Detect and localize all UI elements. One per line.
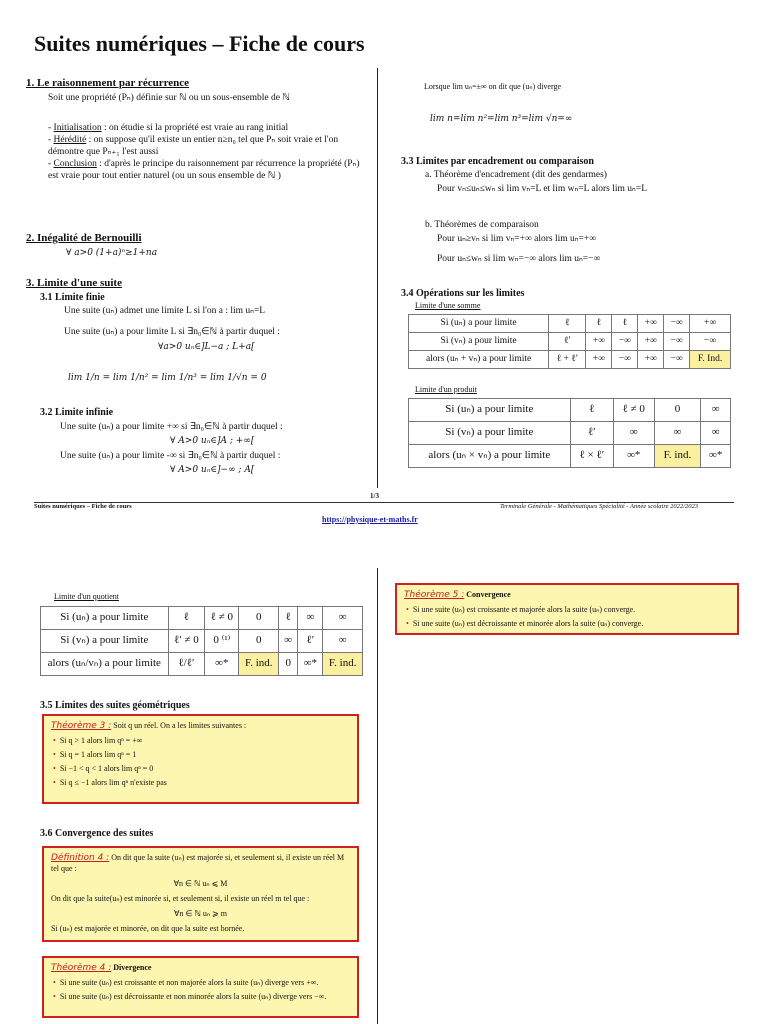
quotient-table-cell: alors (uₙ/vₙ) a pour limite [41, 653, 169, 676]
sum-table-cell: ℓ + ℓ′ [549, 351, 586, 369]
diverge-text: Lorsque lim uₙ=±∞ on dit que (uₙ) diverge [424, 82, 562, 91]
footer-left: Suites numériques – Fiche de cours [34, 503, 132, 510]
sum-table-cell: +∞ [638, 333, 664, 351]
definition-4-line1: On dit que la suite (uₙ) est majorée si, et seulement si, il existe un réel M tel que : [51, 853, 345, 874]
product-table-cell: ∞ [701, 399, 731, 422]
section-3-heading: 3. Limite d'une suite [26, 277, 122, 289]
plus-inf-formula: ∀ A>0 uₙ∈]A ; +∞[ [170, 436, 255, 446]
initialisation-line: - Initialisation : on étudie si la propriété est vraie au rang initial [48, 123, 289, 133]
quotient-table-row [41, 653, 363, 676]
quotient-table-cell: 0 [279, 653, 298, 676]
sum-table-cell: +∞ [586, 351, 612, 369]
section-34-heading: 3.4 Opérations sur les limites [401, 288, 525, 299]
quotient-table-cell: ℓ [279, 607, 298, 630]
theorem-4-title: Théorème 4 : [51, 963, 112, 973]
conclusion-line: - Conclusion : d'après le principe du raisonnement par récurrence la propriété (Pₙ) est vraie pour tout entier naturel (ou un sous ensemble de ℕ ) [48, 158, 360, 181]
product-table-cell: 0 [654, 399, 701, 422]
sum-table-cell: ℓ [612, 315, 638, 333]
theorem-5-name: Convergence [466, 590, 511, 599]
quotient-table-cell: 0 [239, 607, 279, 630]
product-table-cell: ℓ ≠ 0 [613, 399, 654, 422]
quotient-table-row [41, 630, 363, 653]
finite-limit-formula: ∀a>0 uₙ∈]L−a ; L+a[ [158, 342, 255, 352]
sum-table-cell: F. Ind. [690, 351, 731, 369]
theorem-3-item: • Si −1 < q < 1 alors lim qⁿ = 0 [53, 764, 350, 774]
quotient-table-cell: ∞ [323, 630, 363, 653]
comparison-heading: b. Théorèmes de comparaison [425, 220, 539, 230]
definition-4-box [42, 846, 359, 942]
infinite-limits: lim n=lim n²=lim n³=lim √n=∞ [430, 114, 573, 124]
theorem-4-box [42, 956, 359, 1018]
product-table-cell: ℓ × ℓ′ [570, 445, 613, 468]
quotient-table-cell: 0 [239, 630, 279, 653]
sum-table-row [409, 315, 731, 333]
sum-table-cell: −∞ [612, 351, 638, 369]
sum-table-cell: Si (vₙ) a pour limite [409, 333, 549, 351]
quotient-table-cell: F. ind. [323, 653, 363, 676]
sum-table-cell: −∞ [664, 315, 690, 333]
definition-4-formula1: ∀n ∈ ℕ uₙ ⩽ M [173, 879, 228, 889]
sum-table-row [409, 351, 731, 369]
sum-table-cell: alors (uₙ + vₙ) a pour limite [409, 351, 549, 369]
comparison-formula-1: Pour uₙ≥vₙ si lim vₙ=+∞ alors lim uₙ=+∞ [437, 234, 597, 244]
heredite-line: - Hérédité : on suppose qu'il existe un entier n≥n₀ tel que Pₙ soit vraie et l'on démontre que Pₙ₊₁ l'est aussi [48, 134, 339, 157]
bernouilli-formula: ∀ a>0 (1+a)ⁿ≥1+na [66, 248, 158, 258]
theorem-5-title: Théorème 5 : [404, 590, 465, 600]
definition-4-title: Définition 4 : [51, 853, 110, 863]
product-table-cell: ∞ [613, 422, 654, 445]
section-35-heading: 3.5 Limites des suites géométriques [40, 700, 190, 711]
product-table-cell: ∞ [654, 422, 701, 445]
theorem-4-name: Divergence [113, 963, 152, 972]
sum-table-cell: −∞ [664, 333, 690, 351]
minus-inf-def: Une suite (uₙ) a pour limite -∞ si ∃n₀∈ℕ à partir duquel : [60, 451, 281, 461]
sum-table-cell: +∞ [690, 315, 731, 333]
quotient-table-cell: ∞ [298, 607, 323, 630]
section-1-body [48, 123, 368, 182]
theorem-4-item: • Si une suite (uₙ) est croissante et non majorée alors la suite (uₙ) diverge vers +∞. [53, 978, 350, 988]
sum-table-row [409, 333, 731, 351]
definition-4-line3: Si (uₙ) est majorée et minorée, on dit que la suite est bornée. [51, 924, 245, 934]
product-table [408, 398, 731, 468]
sum-table-cell: +∞ [586, 333, 612, 351]
sum-table-cell: +∞ [638, 315, 664, 333]
page-title: Suites numériques – Fiche de cours [34, 31, 365, 56]
gendarmes-heading: a. Théorème d'encadrement (dit des gendarmes) [425, 170, 607, 180]
product-table-cell: Si (vₙ) a pour limite [409, 422, 571, 445]
theorem-3-item: • Si q = 1 alors lim qⁿ = 1 [53, 750, 350, 760]
theorem-5-item: • Si une suite (uₙ) est décroissante et minorée alors la suite (uₙ) converge. [406, 619, 730, 629]
sum-table-cell: ℓ [586, 315, 612, 333]
quotient-table-cell: ℓ ≠ 0 [205, 607, 239, 630]
sum-table-cell: −∞ [664, 351, 690, 369]
column-divider-2 [377, 568, 378, 1024]
quotient-table-cell: ∞* [205, 653, 239, 676]
sum-table-cell: ℓ [549, 315, 586, 333]
theorem-5-item: • Si une suite (uₙ) est croissante et majorée alors la suite (uₙ) converge. [406, 605, 730, 615]
sum-table-cell: ℓ′ [549, 333, 586, 351]
quotient-table-cell: ℓ/ℓ′ [168, 653, 205, 676]
product-table-cell: ∞* [613, 445, 654, 468]
quotient-table-cell: 0 ⁽¹⁾ [205, 630, 239, 653]
product-table-cell: F. ind. [654, 445, 701, 468]
quotient-table-cell: ∞ [279, 630, 298, 653]
quotient-table-cell: F. ind. [239, 653, 279, 676]
sum-table [408, 314, 731, 369]
product-table-cell: Si (uₙ) a pour limite [409, 399, 571, 422]
footer-right: Terminale Générale - Mathématiques Spécialité - Année scolaire 2022/2023 [500, 503, 698, 510]
reference-limits: lim 1/n = lim 1/n² = lim 1/n³ = lim 1/√n = 0 [68, 373, 267, 383]
product-table-title: Limite d'un produit [415, 385, 477, 394]
product-table-cell: ∞ [701, 422, 731, 445]
definition-4-line2: On dit que la suite(uₙ) est minorée si, et seulement si, il existe un réel m tel que : [51, 894, 310, 904]
quotient-table-cell: ∞ [323, 607, 363, 630]
section-33-heading: 3.3 Limites par encadrement ou comparaison [401, 156, 594, 167]
section-31-heading: 3.1 Limite finie [40, 292, 105, 303]
sum-table-cell: +∞ [638, 351, 664, 369]
finite-limit-def2: Une suite (uₙ) a pour limite L si ∃n₀∈ℕ à partir duquel : [64, 327, 280, 337]
quotient-table-cell: ∞* [298, 653, 323, 676]
product-table-row [409, 422, 731, 445]
plus-inf-def: Une suite (uₙ) a pour limite +∞ si ∃n₀∈ℕ à partir duquel : [60, 422, 283, 432]
theorem-3-list [51, 736, 350, 788]
theorem-4-item: • Si une suite (uₙ) est décroissante et non minorée alors la suite (uₙ) diverge vers −∞. [53, 992, 350, 1002]
theorem-3-item: • Si q > 1 alors lim qⁿ = +∞ [53, 736, 350, 746]
sum-table-cell: Si (uₙ) a pour limite [409, 315, 549, 333]
quotient-table [40, 606, 363, 676]
product-table-row [409, 445, 731, 468]
section-1-intro: Soit une propriété (Pₙ) définie sur ℕ ou un sous-ensemble de ℕ [48, 93, 290, 103]
page-number: 1/3 [370, 492, 379, 500]
column-divider [377, 68, 378, 488]
product-table-cell: alors (uₙ × vₙ) a pour limite [409, 445, 571, 468]
theorem-5-box [395, 583, 739, 635]
sum-table-cell: −∞ [690, 333, 731, 351]
section-32-heading: 3.2 Limite infinie [40, 407, 114, 418]
theorem-3-box [42, 714, 359, 804]
section-2-heading: 2. Inégalité de Bernouilli [26, 232, 142, 244]
sum-table-cell: −∞ [612, 333, 638, 351]
product-table-cell: ∞* [701, 445, 731, 468]
quotient-table-cell: ℓ′ ≠ 0 [168, 630, 205, 653]
quotient-table-cell: ℓ′ [298, 630, 323, 653]
theorem-5-list [404, 605, 730, 629]
theorem-3-intro: Soit q un réel. On a les limites suivantes : [113, 721, 247, 730]
quotient-table-title: Limite d'un quotient [54, 592, 119, 601]
theorem-4-list [51, 978, 350, 1002]
quotient-table-cell: Si (uₙ) a pour limite [41, 607, 169, 630]
sum-table-title: Limite d'une somme [415, 301, 481, 310]
theorem-3-title: Théorème 3 : [51, 721, 112, 731]
product-table-row [409, 399, 731, 422]
product-table-cell: ℓ [570, 399, 613, 422]
gendarmes-formula: Pour vₙ≤uₙ≤wₙ si lim vₙ=L et lim wₙ=L alors lim uₙ=L [437, 184, 647, 194]
section-1-heading: 1. Le raisonnement par récurrence [26, 77, 190, 89]
quotient-table-cell: Si (vₙ) a pour limite [41, 630, 169, 653]
finite-limit-def: Une suite (uₙ) admet une limite L si l'on a : lim uₙ=L [64, 306, 266, 316]
comparison-formula-2: Pour uₙ≤wₙ si lim wₙ=−∞ alors lim uₙ=−∞ [437, 254, 601, 264]
definition-4-formula2: ∀n ∈ ℕ uₙ ⩾ m [174, 909, 227, 919]
minus-inf-formula: ∀ A>0 uₙ∈]−∞ ; A[ [170, 465, 255, 475]
section-36-heading: 3.6 Convergence des suites [40, 828, 154, 839]
quotient-table-cell: ℓ [168, 607, 205, 630]
product-table-cell: ℓ′ [570, 422, 613, 445]
theorem-3-item: • Si q ≤ −1 alors lim qⁿ n'existe pas [53, 778, 350, 788]
quotient-table-row [41, 607, 363, 630]
website-link[interactable]: https://physique-et-maths.fr [322, 515, 418, 524]
